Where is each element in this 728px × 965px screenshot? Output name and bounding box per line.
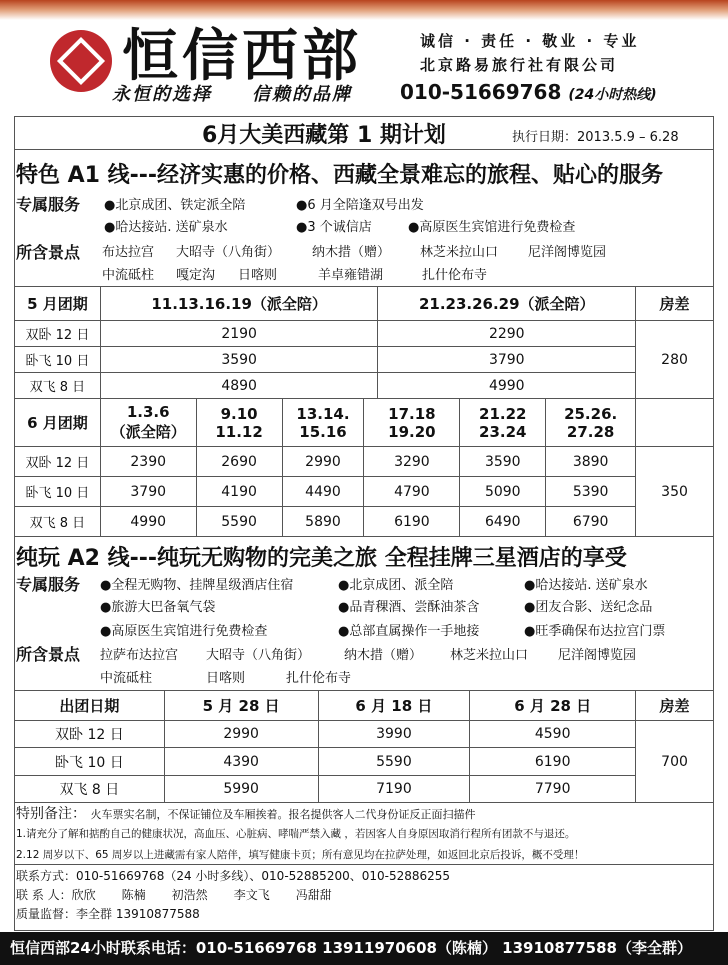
a2-price: 6190 [470, 748, 636, 776]
a2-price: 5990 [164, 776, 318, 803]
contact-value: 010-51669768（24 小时多线）、010-52885200、010-52886255 [76, 869, 451, 883]
may-route: 双飞 8 日 [15, 373, 101, 399]
june-price: 5590 [196, 507, 282, 537]
a2-service: ●旺季确保布达拉宫门票 [524, 624, 666, 639]
a2-service: ●全程无购物、挂牌星级酒店住宿 [100, 578, 294, 593]
may-price: 4990 [378, 373, 636, 399]
a2-header: 5 月 28 日 [164, 691, 318, 721]
notes-line-0 [16, 803, 475, 823]
a1-spot: 羊卓雍错湖 [318, 268, 384, 283]
plan-title-bar [14, 116, 714, 150]
quality-value: 李全群 13910877588 [76, 907, 200, 921]
a2-service: ●高原医生宾馆进行免费检查 [100, 624, 268, 639]
plan-date: 执行日期：2013.5.9 – 6.28 [512, 130, 679, 145]
june-price: 2690 [196, 447, 282, 477]
top-band [0, 0, 728, 20]
motto: 诚信 · 责任 · 敬业 · 专业 [420, 32, 640, 50]
may-price: 2190 [100, 321, 378, 347]
company-name: 北京路易旅行社有限公司 [420, 56, 619, 74]
notes-label: 特别备注： [16, 806, 86, 822]
brand-name: 恒信西部 [122, 23, 362, 89]
a1-spot: 日喀则 [238, 268, 278, 283]
people-label: 联 系 人： [16, 888, 72, 902]
a2-spot: 拉萨布达拉宫 [100, 648, 179, 663]
a2-service: ●总部直属操作一手地接 [338, 624, 480, 639]
a2-price: 5590 [318, 748, 470, 776]
a1-spot: 扎什伦布寺 [422, 268, 488, 283]
june-group: 13.14. 15.16 [282, 399, 364, 447]
june-price: 6190 [364, 507, 460, 537]
a2-spot: 中流砥柱 [100, 671, 153, 686]
a1-service: ●3 个诚信店 [296, 220, 372, 235]
a2-spot: 扎什伦布寺 [286, 671, 352, 686]
june-price: 4190 [196, 477, 282, 507]
a2-spot: 林芝米拉山口 [450, 648, 529, 663]
a1-spot: 布达拉宫 [102, 245, 155, 260]
a2-price: 4590 [470, 721, 636, 748]
june-group: 1.3.6 （派全陪） [100, 399, 196, 447]
may-price: 4890 [100, 373, 378, 399]
a2-route: 双卧 12 日 [15, 721, 165, 748]
a2-header: 6 月 28 日 [470, 691, 636, 721]
a2-service: ●团友合影、送纪念品 [524, 600, 653, 615]
divider [14, 864, 714, 865]
a1-spot: 林芝米拉山口 [420, 245, 499, 260]
a2-price-table [14, 690, 714, 803]
june-group: 21.22 23.24 [460, 399, 546, 447]
june-route: 卧飞 10 日 [15, 477, 101, 507]
june-price: 3790 [100, 477, 196, 507]
may-price: 2290 [378, 321, 636, 347]
people-line: 联 系 人：欣欣 陈楠 初浩然 李文飞 冯甜甜 [16, 888, 332, 902]
logo-icon [50, 30, 112, 92]
a1-service-label: 专属服务 [16, 195, 81, 214]
a2-route: 双飞 8 日 [15, 776, 165, 803]
a1-spot: 中流砥柱 [102, 268, 155, 283]
june-group: 25.26. 27.28 [546, 399, 636, 447]
a2-route: 卧飞 10 日 [15, 748, 165, 776]
a2-price: 7190 [318, 776, 470, 803]
june-route: 双飞 8 日 [15, 507, 101, 537]
june-price: 5090 [460, 477, 546, 507]
hotline-number: 010-51669768 [400, 80, 562, 104]
quality-line [16, 905, 200, 922]
june-header-date: 6 月团期 [15, 399, 101, 447]
quality-label: 质量监督： [16, 907, 77, 921]
a2-service-label: 专属服务 [16, 575, 81, 594]
june-price: 2990 [282, 447, 364, 477]
a1-heading: 特色 A1 线---经济实惠的价格、西藏全景难忘的旅程、贴心的服务 [16, 163, 664, 188]
june-fee: 350 [636, 447, 714, 537]
hotline [400, 80, 657, 104]
notes-line-2: 2.12 周岁以下、65 周岁以上进藏需有家人陪伴，填写健康卡页；所有意见均在拉萨处理，如返回北京后投诉，概不受理！ [16, 849, 585, 861]
a2-spot: 大昭寺（八角街） [206, 648, 311, 663]
may-header-date: 5 月团期 [15, 287, 101, 321]
a1-service: ●高原医生宾馆进行免费检查 [408, 220, 576, 235]
may-group-1: 11.13.16.19（派全陪） [100, 287, 378, 321]
june-price: 3590 [460, 447, 546, 477]
hotline-label: (24小时热线) [568, 87, 657, 103]
may-price-table [14, 286, 714, 399]
a2-spot: 尼洋阁博览园 [558, 648, 637, 663]
june-route: 双卧 12 日 [15, 447, 101, 477]
a2-header: 出团日期 [15, 691, 165, 721]
may-price: 3590 [100, 347, 378, 373]
slogan-left: 永恒的选择 [112, 84, 212, 105]
a2-service: ●北京成团、派全陪 [338, 578, 454, 593]
a2-fee: 700 [636, 721, 714, 803]
a2-price: 2990 [164, 721, 318, 748]
slogan-right: 信赖的品牌 [252, 84, 352, 105]
a1-service: ●哈达接站. 送矿泉水 [104, 220, 228, 235]
june-price: 5390 [546, 477, 636, 507]
may-header-fee: 房差 [636, 287, 714, 321]
plan-title: 6月大美西藏第 1 期计划 [202, 123, 446, 148]
a2-service: ●哈达接站. 送矿泉水 [524, 578, 648, 593]
a2-spots-label: 所含景点 [16, 645, 81, 664]
a2-price: 7790 [470, 776, 636, 803]
may-route: 双卧 12 日 [15, 321, 101, 347]
june-group: 9.10 11.12 [196, 399, 282, 447]
a1-spot: 嘎定沟 [176, 268, 216, 283]
footer-hotline: 恒信西部24小时联系电话：010-51669768 13911970608（陈楠） 13910877588（李全群） [0, 932, 728, 965]
a2-price: 4390 [164, 748, 318, 776]
notes-line-1: 1.请充分了解和掂酌自己的健康状况，高血压、心脏病、哮喘严禁入藏 ，若因客人自身原因取消行程所有团款不与退还。 [16, 828, 576, 840]
a1-spot: 大昭寺（八角街） [176, 245, 281, 260]
slogan [112, 80, 392, 106]
contact-label: 联系方式： [16, 869, 77, 883]
june-price: 3290 [364, 447, 460, 477]
a1-spots-label: 所含景点 [16, 243, 81, 262]
june-price: 5890 [282, 507, 364, 537]
june-price: 6790 [546, 507, 636, 537]
may-fee: 280 [636, 321, 714, 399]
a2-spot: 纳木措（赠） [344, 648, 423, 663]
a2-spot: 日喀则 [206, 671, 246, 686]
a1-service: ●北京成团、铁定派全陪 [104, 198, 246, 213]
june-price: 4790 [364, 477, 460, 507]
june-price: 6490 [460, 507, 546, 537]
june-price: 2390 [100, 447, 196, 477]
may-route: 卧飞 10 日 [15, 347, 101, 373]
june-header-blank [636, 399, 714, 447]
june-price: 4490 [282, 477, 364, 507]
may-group-2: 21.23.26.29（派全陪） [378, 287, 636, 321]
notes-text: 火车票实名制，不保证铺位及车厢挨着。报名提供客人二代身份证反正面扫描件 [90, 808, 476, 821]
a2-header: 房差 [636, 691, 714, 721]
a2-service: ●品青稞酒、尝酥油茶含 [338, 600, 480, 615]
may-price: 3790 [378, 347, 636, 373]
a2-price: 3990 [318, 721, 470, 748]
a2-header: 6 月 18 日 [318, 691, 470, 721]
june-price: 4990 [100, 507, 196, 537]
june-group: 17.18 19.20 [364, 399, 460, 447]
contact-line [16, 867, 450, 884]
a1-spot: 纳木措（赠） [312, 245, 391, 260]
a1-service: ●6 月全陪逢双号出发 [296, 198, 424, 213]
june-price: 3890 [546, 447, 636, 477]
june-price-table [14, 398, 714, 537]
a2-heading: 纯玩 A2 线---纯玩无购物的完美之旅 全程挂牌三星酒店的享受 [16, 546, 627, 571]
a2-service: ●旅游大巴备氧气袋 [100, 600, 216, 615]
a1-spot: 尼洋阁博览园 [528, 245, 607, 260]
